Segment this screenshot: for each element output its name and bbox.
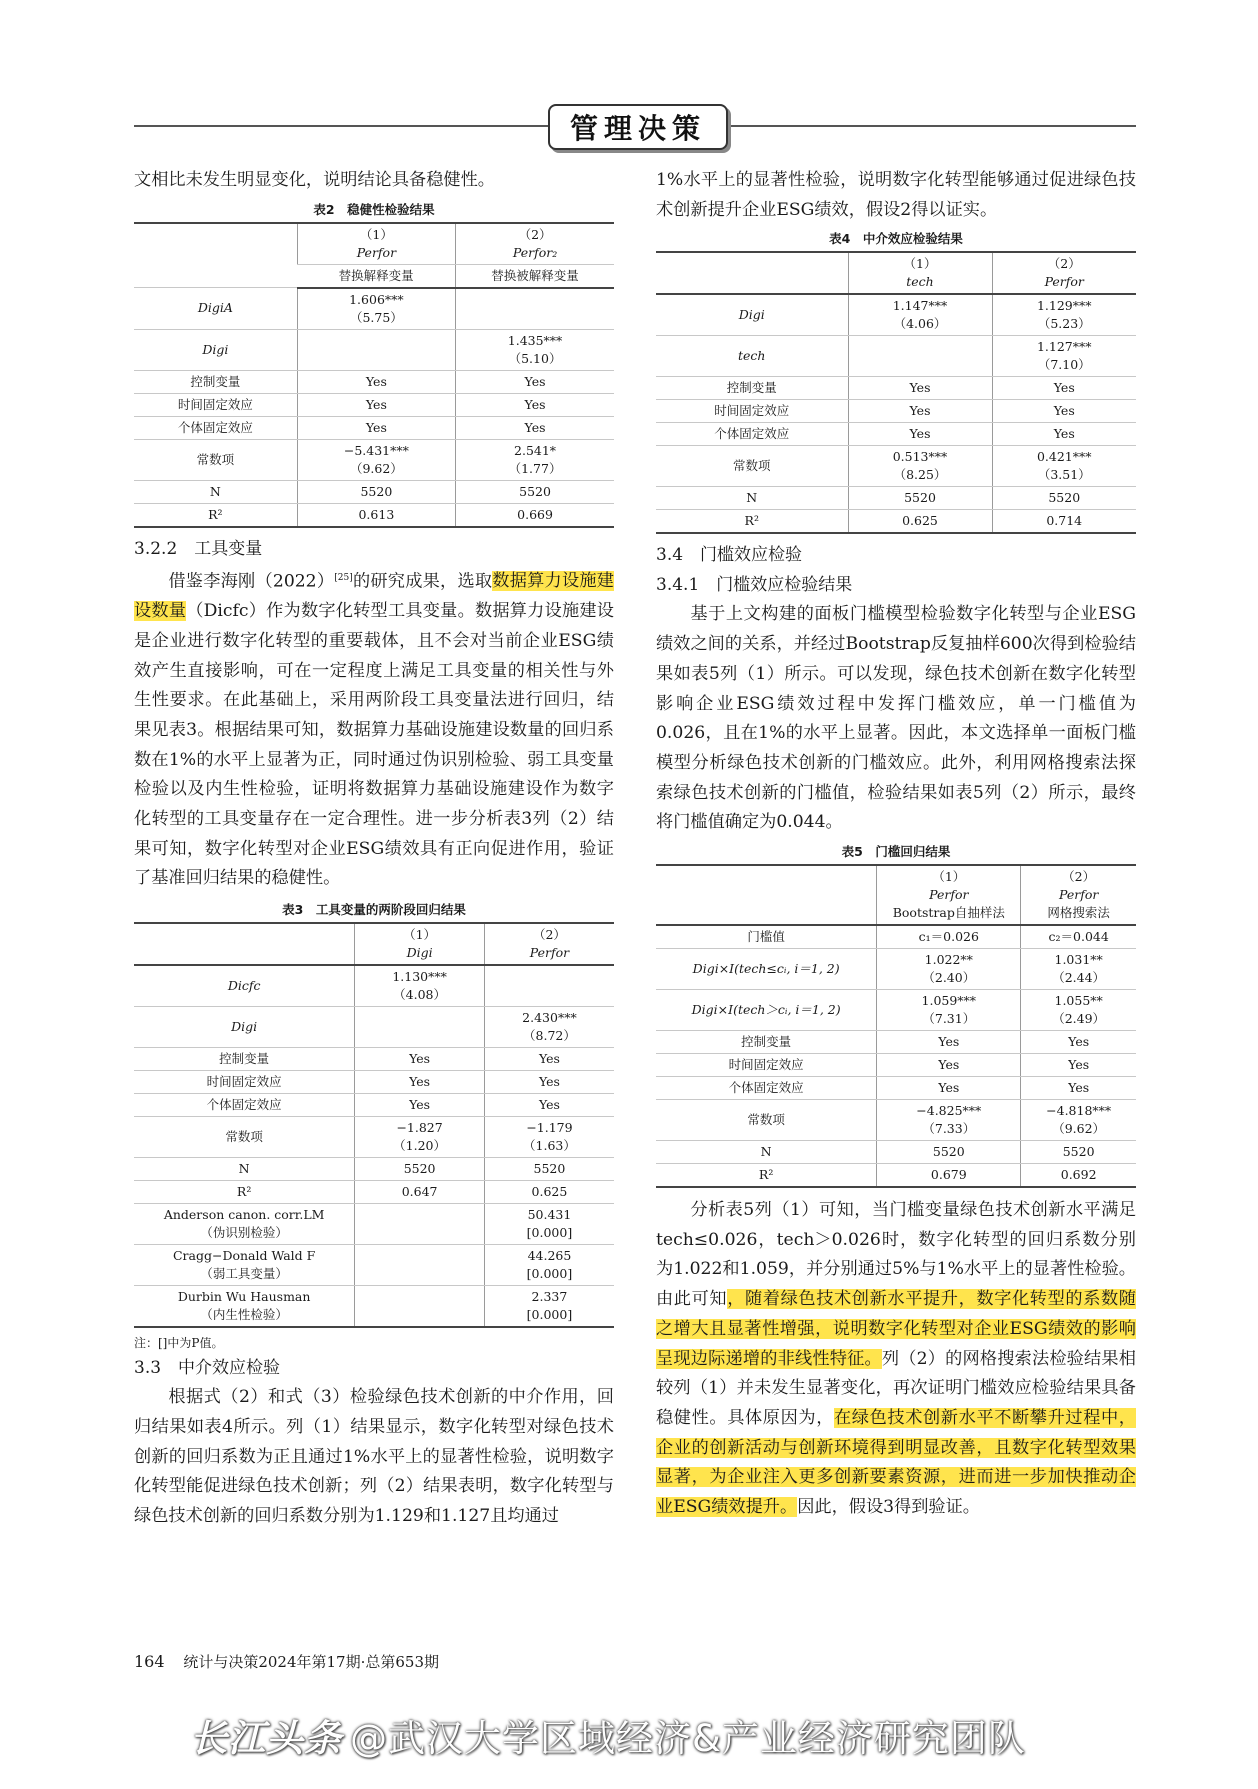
table-cell [355, 1286, 485, 1328]
table-row [134, 1007, 614, 1048]
row-label: 常数项 [656, 446, 848, 487]
table-cell: 2.541* （1.77） [456, 439, 614, 480]
row-label: R² [134, 503, 297, 527]
journal-info: 统计与决策2024年第17期·总第653期 [183, 1653, 439, 1671]
paragraph: 根据式（2）和式（3）检验绿色技术创新的中介作用，回归结果如表4所示。列（1）结果显示，数字化转型对绿色技术创新的回归系数为正且通过1%水平上的显著性检验，说明数字化转型能促进绿色技术创新；列（2）结果表明，数字化转型与绿色技术创新的回归系数分别为1.129和1.127且均通过 [134, 1387, 614, 1526]
row-label: R² [656, 510, 848, 534]
table-cell: Yes [297, 370, 455, 393]
table-cell [355, 1245, 485, 1286]
row-label: 控制变量 [134, 1048, 355, 1071]
table-row [656, 446, 1136, 487]
row-label: N [134, 480, 297, 503]
table-cell: 50.431 [0.000] [484, 1204, 614, 1245]
row-label: 常数项 [656, 1100, 877, 1141]
row-label: 控制变量 [656, 377, 848, 400]
page-number: 164 [134, 1652, 165, 1671]
table-cell: 1.055** （2.49） [1021, 990, 1136, 1031]
table-row [656, 400, 1136, 423]
row-label: N [656, 487, 848, 510]
table-cell: 0.669 [456, 503, 614, 527]
table-row [656, 949, 1136, 990]
row-label: N [656, 1141, 877, 1164]
table-cell: Yes [992, 423, 1136, 446]
table-cell: 2.337 [0.000] [484, 1286, 614, 1328]
table-cell: 1.129*** （5.23） [992, 294, 1136, 336]
table-cell: 44.265 [0.000] [484, 1245, 614, 1286]
row-label: R² [134, 1181, 355, 1204]
section-heading: 3.2.2 工具变量 [134, 538, 263, 559]
table-cell: Yes [1021, 1031, 1136, 1054]
table-cell: 5520 [355, 1158, 485, 1181]
table-cell: Yes [848, 423, 992, 446]
table-cell: 1.031** （2.44） [1021, 949, 1136, 990]
table-cell: Yes [992, 400, 1136, 423]
table-caption: 表2 稳健性检验结果 [313, 201, 435, 217]
row-label: Anderson canon. corr.LM （伪识别检验） [134, 1204, 355, 1245]
table-row [134, 480, 614, 503]
table-row [134, 1071, 614, 1094]
table-row [134, 416, 614, 439]
table-cell: 0.421*** （3.51） [992, 446, 1136, 487]
table-cell: −4.825*** （7.33） [877, 1100, 1021, 1141]
right-column [656, 166, 1136, 1523]
paragraph: 1%水平上的显著性检验，说明数字化转型能够通过促进绿色技术创新提升企业ESG绩效，假设2得以证实。 [656, 170, 1136, 220]
highlight: ，随着绿色技术创新水平提升，数字化转型的系数随之增大且显著性增强，说明数字化转型对企业ESG绩效的影响呈现边际递增的非线性特征。 [656, 1289, 1136, 1369]
table-cell: 0.625 [484, 1181, 614, 1204]
table-cell: Yes [355, 1094, 485, 1117]
table-cell: c₂＝0.044 [1021, 925, 1136, 949]
row-label: Digi [656, 294, 848, 336]
row-label: Digi [134, 1007, 355, 1048]
table-cell [456, 288, 614, 330]
table-cell [848, 336, 992, 377]
banner-title: 管理决策 [548, 104, 728, 150]
row-label: R² [656, 1164, 877, 1188]
row-label: 时间固定效应 [656, 1054, 877, 1077]
table-row [134, 1048, 614, 1071]
row-label: Digi×I(tech≤cᵢ, i＝1, 2) [656, 949, 877, 990]
table-cell: 1.022** （2.40） [877, 949, 1021, 990]
row-label: DigiA [134, 288, 297, 330]
table-row [656, 925, 1136, 949]
table-row [656, 377, 1136, 400]
table-cell: 0.513*** （8.25） [848, 446, 992, 487]
row-label: Cragg−Donald Wald F （弱工具变量） [134, 1245, 355, 1286]
table-cell: Yes [877, 1077, 1021, 1100]
table-cell: −1.179 （1.63） [484, 1117, 614, 1158]
table-row [656, 990, 1136, 1031]
watermark-text: @武汉大学区域经济&产业经济研究团队 [350, 1717, 1026, 1760]
table-cell: 0.679 [877, 1164, 1021, 1188]
row-label: 个体固定效应 [656, 423, 848, 446]
table-cell: Yes [355, 1071, 485, 1094]
table-cell: 1.130*** （4.08） [355, 965, 485, 1007]
table-cell: Yes [484, 1071, 614, 1094]
row-label: Digi [134, 329, 297, 370]
table-cell: 1.435*** （5.10） [456, 329, 614, 370]
table-cell: Yes [355, 1048, 485, 1071]
table-row [134, 1204, 614, 1245]
table-cell: Yes [456, 393, 614, 416]
table-cell: Yes [297, 416, 455, 439]
row-label: 时间固定效应 [656, 400, 848, 423]
table-cell: 0.692 [1021, 1164, 1136, 1188]
table-caption: 表5 门槛回归结果 [841, 844, 951, 860]
section-heading: 3.3 中介效应检验 [134, 1358, 281, 1379]
section-heading: 3.4 门槛效应检验 [656, 545, 803, 566]
row-label: 个体固定效应 [134, 1094, 355, 1117]
highlight: 在绿色技术创新水平不断攀升过程中，企业的创新活动与创新环境得到明显改善，且数字化转型效果显著，为企业注入更多创新要素资源，进而进一步加快推动企业ESG绩效提升。 [656, 1407, 1136, 1518]
table-row [134, 965, 614, 1007]
table-cell [355, 1204, 485, 1245]
table-cell: 5520 [297, 480, 455, 503]
table-cell: 5520 [456, 480, 614, 503]
table-cell [297, 329, 455, 370]
highlight: 数据算力设施建设数量 [134, 571, 614, 622]
table-row [656, 1077, 1136, 1100]
table-robustness: （1） Perfor （2） Perfor₂ 替换解释变量 替换被解释变量 DigiA 1.606*** （5.75） Digi 1.435*** （5.10） 控制变量 Yes Yes 时间固定效应 Yes Yes 个体固定效应 Yes Yes 常数项 −5.431*** （9.62） 2.541* （1.77） N 5520 5520 R² 0.613 0.669 [134, 222, 614, 528]
table-cell: Yes [484, 1094, 614, 1117]
row-label: 控制变量 [134, 370, 297, 393]
table-cell: −4.818*** （9.62） [1021, 1100, 1136, 1141]
table-row [134, 1286, 614, 1328]
table-cell: 1.147*** （4.06） [848, 294, 992, 336]
subsection-heading: 3.4.1 门槛效应检验结果 [656, 575, 853, 596]
row-label: Durbin Wu Hausman （内生性检验） [134, 1286, 355, 1328]
table-row [134, 1094, 614, 1117]
table-cell: −1.827 （1.20） [355, 1117, 485, 1158]
table-row [656, 336, 1136, 377]
table-cell: 0.625 [848, 510, 992, 534]
table-row [656, 423, 1136, 446]
table-cell [355, 1007, 485, 1048]
table-row [134, 288, 614, 330]
table-cell: 5520 [1021, 1141, 1136, 1164]
table-row [656, 1054, 1136, 1077]
table-row [656, 1031, 1136, 1054]
paragraph: 基于上文构建的面板门槛模型检验数字化转型与企业ESG绩效之间的关系，并经过Bootstrap反复抽样600次得到检验结果如表5列（1）所示。可以发现，绿色技术创新在数字化转型影响企业ESG绩效过程中发挥门槛效应，单一门槛值为0.026，且在1%的水平上显著。因此，本文选择单一面板门槛模型分析绿色技术创新的门槛效应。此外，利用网格搜索法探索绿色技术创新的门槛值，检验结果如表5列（2）所示，最终将门槛值确定为0.044。 [656, 604, 1136, 833]
table-cell: 1.127*** （7.10） [992, 336, 1136, 377]
table-cell: Yes [1021, 1054, 1136, 1077]
row-label: 控制变量 [656, 1031, 877, 1054]
row-label: Digi×I(tech＞cᵢ, i＝1, 2) [656, 990, 877, 1031]
row-label: 常数项 [134, 1117, 355, 1158]
table-cell: Yes [848, 400, 992, 423]
table-row [656, 1141, 1136, 1164]
table-row [134, 329, 614, 370]
table-cell: 0.714 [992, 510, 1136, 534]
row-label: Dicfc [134, 965, 355, 1007]
table-row [134, 1245, 614, 1286]
table-cell: Yes [877, 1031, 1021, 1054]
paragraph: 文相比未发生明显变化，说明结论具备稳健性。 [134, 170, 495, 190]
table-cell: 0.647 [355, 1181, 485, 1204]
table-cell: 5520 [848, 487, 992, 510]
table-cell: 1.059*** （7.31） [877, 990, 1021, 1031]
table-row [134, 439, 614, 480]
row-label: N [134, 1158, 355, 1181]
table-cell: Yes [848, 377, 992, 400]
table-row [134, 1158, 614, 1181]
table-row [134, 1117, 614, 1158]
watermark [190, 1708, 1090, 1762]
banner-rule-left [134, 125, 548, 127]
table-iv: （1） Digi （2） Perfor Dicfc 1.130*** （4.08） Digi 2.430*** （8.72） 控制变量 Yes Yes 时间固定效应 Yes Yes 个体固定效应 Yes Yes 常数项 −1.827 （1.20） −1.179 （1.63） N 5520 5520 R² 0.647 0.625 Anderson canon. corr.LM （伪识别检验） 50.431 [0.000] Cragg−Donald Wald F （弱工具变量） 44.265 [0.000] Durbin Wu Hausman （内生性检验） 2.337 [0.000] [134, 922, 614, 1328]
table-cell: Yes [456, 370, 614, 393]
table-row [134, 1181, 614, 1204]
row-label: 个体固定效应 [656, 1077, 877, 1100]
watermark-logo: 长江头条 [190, 1716, 342, 1760]
table-cell: 5520 [484, 1158, 614, 1181]
table-cell: 2.430*** （8.72） [484, 1007, 614, 1048]
row-label: 时间固定效应 [134, 393, 297, 416]
table-cell: Yes [877, 1054, 1021, 1077]
table-row [656, 510, 1136, 534]
table-row [656, 1164, 1136, 1188]
table-threshold: （1） Perfor Bootstrap自抽样法 （2） Perfor 网格搜索法 门槛值 c₁＝0.026 c₂＝0.044 Digi×I(tech≤cᵢ, i＝1, 2) 1.022** （2.40） 1.031** （2.44） Digi×I(tech＞cᵢ, i＝1, 2) 1.059*** （7.31） 1.055** （2.49） 控制变量 Yes Yes 时间固定效应 Yes Yes 个体固定效应 Yes Yes 常数项 −4.825*** （7.33） −4.818*** （9.62） N 5520 5520 R² 0.679 0.692 [656, 864, 1136, 1188]
row-label: 个体固定效应 [134, 416, 297, 439]
table-cell: 5520 [992, 487, 1136, 510]
table-cell: Yes [1021, 1077, 1136, 1100]
table-row [134, 393, 614, 416]
table-cell: Yes [456, 416, 614, 439]
left-column [134, 166, 614, 1532]
table-caption: 表4 中介效应检验结果 [829, 231, 963, 247]
table-row [134, 503, 614, 527]
table-caption: 表3 工具变量的两阶段回归结果 [282, 902, 466, 918]
table-row [656, 294, 1136, 336]
section-banner [0, 100, 1258, 152]
table-row [656, 1100, 1136, 1141]
table-cell: c₁＝0.026 [877, 925, 1021, 949]
table-row [656, 487, 1136, 510]
table-cell: Yes [297, 393, 455, 416]
table-cell: 5520 [877, 1141, 1021, 1164]
page-footer [134, 1651, 439, 1672]
banner-rule-right [724, 125, 1136, 127]
table-cell [484, 965, 614, 1007]
table-cell: Yes [484, 1048, 614, 1071]
row-label: 门槛值 [656, 925, 877, 949]
paragraph: 借鉴李海刚（2022）[25]的研究成果，选取数据算力设施建设数量（Dicfc）作为数字化转型工具变量。数据算力设施建设是企业进行数字化转型的重要载体，且不会对当前企业ESG绩效产生直接影响，可在一定程度上满足工具变量的相关性与外生性要求。在此基础上，采用两阶段工具变量法进行回归，结果见表3。根据结果可知，数据算力基础设施建设数量的回归系数在1%的水平上显著为正，同时通过伪识别检验、弱工具变量检验以及内生性检验，证明将数据算力基础设施建设作为数字化转型的工具变量存在一定合理性。进一步分析表3列（2）结果可知，数字化转型对企业ESG绩效具有正向促进作用，验证了基准回归结果的稳健性。 [134, 571, 614, 889]
table-mediation: （1） tech （2） Perfor Digi 1.147*** （4.06） 1.129*** （5.23） tech 1.127*** （7.10） 控制变量 Yes Yes 时间固定效应 Yes Yes 个体固定效应 Yes Yes 常数项 0.513*** （8.25） 0.421*** （3.51） N 5520 5520 R² 0.625 0.714 [656, 251, 1136, 534]
row-label: 常数项 [134, 439, 297, 480]
table-cell: Yes [992, 377, 1136, 400]
paragraph: 分析表5列（1）可知，当门槛变量绿色技术创新水平满足tech≤0.026，tech＞0.026时，数字化转型的回归系数分别为1.022和1.059，并分别通过5%与1%水平上的显著性检验。由此可知，随着绿色技术创新水平提升，数字化转型的系数随之增大且显著性增强，说明数字化转型对企业ESG绩效的影响呈现边际递增的非线性特征。列（2）的网格搜索法检验结果相较列（1）并未发生显著变化，再次证明门槛效应检验结果具备稳健性。具体原因为，在绿色技术创新水平不断攀升过程中，企业的创新活动与创新环境得到明显改善，且数字化转型效果显著，为企业注入更多创新要素资源，进而进一步加快推动企业ESG绩效提升。因此，假设3得到验证。 [656, 1200, 1136, 1518]
table-cell: 0.613 [297, 503, 455, 527]
table-note: 注：[]中为P值。 [134, 1336, 224, 1351]
table-row [134, 370, 614, 393]
table-cell: −5.431*** （9.62） [297, 439, 455, 480]
row-label: 时间固定效应 [134, 1071, 355, 1094]
row-label: tech [656, 336, 848, 377]
table-cell: 1.606*** （5.75） [297, 288, 455, 330]
